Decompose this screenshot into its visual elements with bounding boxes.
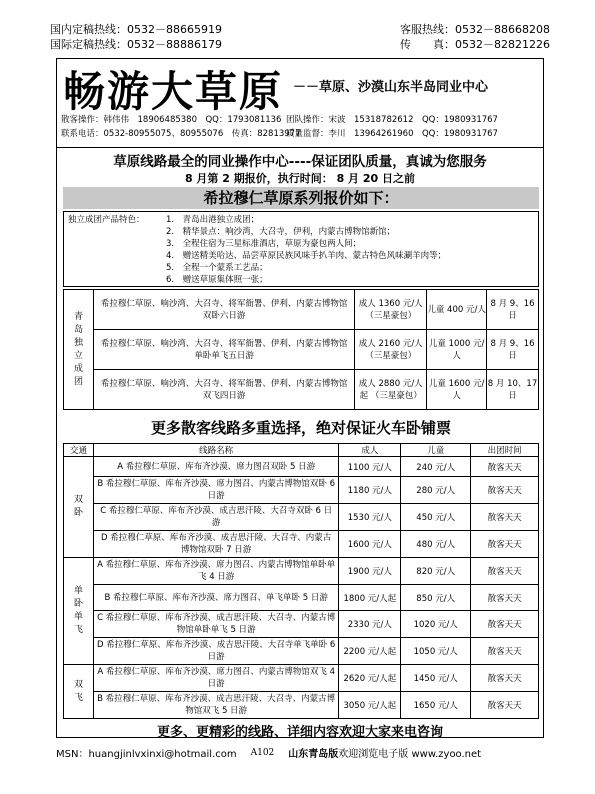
adult-price: 2620 元/人起 — [339, 665, 401, 692]
depart-date: 8 月 9、16 日 — [487, 330, 539, 370]
child-price: 820 元/人 — [401, 558, 471, 585]
child-price: 240 元/人 — [401, 457, 471, 477]
route-name: 希拉穆仁草原、响沙湾、大召寺、将军衙署、伊利、内蒙古博物馆双卧六日游 — [93, 290, 354, 330]
col-header: 成人 — [339, 444, 401, 457]
service-hotline: 客服热线：0532－88668208 — [400, 23, 550, 36]
table-row — [64, 558, 539, 585]
feature-item: 1. 青岛出港独立成团； — [166, 215, 260, 225]
depart-date: 8 月 10、17 日 — [487, 370, 539, 410]
table-row — [64, 504, 539, 531]
section1-banner: 希拉穆仁草原系列报价如下： — [63, 187, 539, 209]
transport-label: 双飞 — [64, 665, 94, 719]
child-price: 1450 元/人 — [401, 665, 471, 692]
depart-date: 散客天天 — [471, 504, 539, 531]
transport-label: 双卧 — [64, 457, 94, 558]
adult-price: 3050 元/人起 — [339, 692, 401, 719]
contact-row1-right: 团队操作：宋波 15318782612 QQ：1980931767 — [286, 115, 498, 125]
adult-price: 1100 元/人 — [339, 457, 401, 477]
route-name: B 希拉穆仁草原、库布齐沙漠、席力图召、内蒙古博物馆双卧 6 日游 — [93, 477, 338, 504]
adult-price: 2200 元/人起 — [339, 638, 401, 665]
depart-date: 散客天天 — [471, 692, 539, 719]
website-line[interactable]: 欢迎浏览电子版 www.zyoo.net — [338, 749, 482, 760]
paper-edition: 山东青岛版 — [288, 749, 339, 760]
route-name: A 希拉穆仁草原、库布齐沙漠、席力图召、内蒙古博物馆双飞 4 日游 — [93, 665, 338, 692]
divider — [57, 147, 543, 148]
brand-header — [63, 61, 488, 119]
table-row — [64, 585, 539, 611]
child-price: 280 元/人 — [401, 477, 471, 504]
table-row — [64, 638, 539, 665]
child-price: 450 元/人 — [401, 504, 471, 531]
depart-date: 散客天天 — [471, 558, 539, 585]
brand-subtitle: －－草原、沙漠山东半岛同业中心 — [293, 80, 489, 95]
route-name: C 希拉穆仁草原、库布齐沙漠、成吉思汗陵、大召寺双卧 6 日游 — [93, 504, 338, 531]
table-header-row — [64, 444, 539, 457]
contact-row2-right: 质量监督：李川 13964261960 QQ：1980931767 — [286, 129, 498, 139]
route-name: 希拉穆仁草原、响沙湾、大召寺、将军衙署、伊利、内蒙古博物馆单卧单飞五日游 — [93, 330, 354, 370]
table-row — [64, 330, 539, 370]
adult-price: 1900 元/人 — [339, 558, 401, 585]
quote-period: 8 月第 2 期报价，执行时间： 8 月 20 日之前 — [184, 172, 416, 185]
msn-contact[interactable]: MSN：huangjinlvxinxi@hotmail.com — [56, 749, 237, 760]
child-price: 儿童 1600 元/人 — [427, 370, 487, 410]
table-row — [64, 531, 539, 558]
ad-frame — [56, 58, 544, 738]
intl-hotline: 国际定稿热线：0532－88886179 — [50, 38, 222, 51]
page-number: A102 — [250, 747, 275, 758]
route-name: B 希拉穆仁草原、库布齐沙漠、席力图召、单飞单卧 5 日游 — [93, 585, 338, 611]
brand-title: 畅游大草原 — [63, 67, 284, 116]
depart-date: 散客天天 — [471, 585, 539, 611]
col-header: 线路名称 — [93, 444, 338, 457]
bottom-strip — [56, 745, 544, 760]
child-price: 1650 元/人 — [401, 692, 471, 719]
col-header: 交通 — [64, 444, 94, 457]
features-list — [166, 214, 446, 286]
table-row — [64, 611, 539, 638]
col-header: 出团时间 — [471, 444, 539, 457]
adult-price: 1180 元/人 — [339, 477, 401, 504]
feature-item: 3. 全程住宿为三星标准酒店，草原为豪包两人间； — [166, 239, 362, 249]
adult-price: 2330 元/人 — [339, 611, 401, 638]
depart-date: 散客天天 — [471, 457, 539, 477]
child-price: 480 元/人 — [401, 531, 471, 558]
route-name: C 希拉穆仁草原、库布齐沙漠、成吉思汗陵、大召寺、内蒙古博物馆单卧单飞 5 日游 — [93, 611, 338, 638]
depart-date: 8 月 9、16 日 — [487, 290, 539, 330]
table-row — [64, 665, 539, 692]
col-header: 儿童 — [401, 444, 471, 457]
table-row — [64, 457, 539, 477]
table-row — [64, 290, 539, 330]
features-label: 独立成团产品特色： — [68, 215, 145, 225]
adult-price: 成人 2880 元/人起 （三星豪包） — [355, 370, 427, 410]
depart-date: 散客天天 — [471, 477, 539, 504]
route-name: D 希拉穆仁草原、库布齐沙漠、成吉思汗陵、大召寺单飞单卧 6 日游 — [93, 638, 338, 665]
feature-item: 2. 精华景点：响沙湾，大召寺，伊利，内蒙古博物馆新馆； — [166, 227, 396, 237]
route-name: 希拉穆仁草原、响沙湾、大召寺、将军衙署、伊利、内蒙古博物馆双飞四日游 — [93, 370, 354, 410]
consult-line: 更多、更精彩的线路、详细内容欢迎大家来电咨询 — [156, 725, 443, 740]
adult-price: 1800 元/人起 — [339, 585, 401, 611]
group-features — [63, 211, 539, 287]
group-label: 青岛独立成团 — [64, 290, 94, 410]
route-name: A 希拉穆仁草原、库布齐沙漠、席力图召双卧 5 日游 — [93, 457, 338, 477]
table-row — [64, 370, 539, 410]
adult-price: 成人 2160 元/人 （三星豪包） — [355, 330, 427, 370]
route-name: B 希拉穆仁草原、库布齐沙漠、成吉思汗陵、大召寺、内蒙古博物馆双飞 5 日游 — [93, 692, 338, 719]
feature-item: 5. 全程一个蒙系工艺品； — [166, 263, 268, 273]
child-price: 850 元/人 — [401, 585, 471, 611]
depart-date: 散客天天 — [471, 665, 539, 692]
adult-price: 成人 1360 元/人 （三星豪包） — [355, 290, 427, 330]
transport-label: 单卧单飞 — [64, 558, 94, 665]
group-tour-table — [63, 289, 539, 410]
adult-price: 1600 元/人 — [339, 531, 401, 558]
table-row — [64, 477, 539, 504]
slogan: 草原线路最全的同业操作中心----保证团队质量，真诚为您服务 — [113, 154, 487, 170]
contact-block — [61, 113, 541, 141]
depart-date: 散客天天 — [471, 638, 539, 665]
child-price: 1050 元/人 — [401, 638, 471, 665]
feature-item: 6. 赠送草原集体照一张； — [166, 275, 268, 285]
child-price: 儿童 1000 元/人 — [427, 330, 487, 370]
contact-row2-left: 联系电话：0532-80955075、80955076 传真：82813977 — [61, 129, 301, 139]
fax-number: 传 真：0532－82821226 — [400, 38, 550, 51]
top-hotlines — [50, 22, 550, 52]
scatter-tour-table — [63, 443, 539, 719]
feature-item: 4. 赠送精美哈达、品尝草原民族风味手扒羊肉、蒙古特色风味涮羊肉等； — [166, 251, 447, 261]
adult-price: 1530 元/人 — [339, 504, 401, 531]
table-row — [64, 692, 539, 719]
child-price: 1020 元/人 — [401, 611, 471, 638]
section2-banner: 更多散客线路多重选择，绝对保证火车卧铺票 — [63, 417, 539, 439]
contact-row1-left: 散客操作：韩伟伟 18906485380 QQ：1793081136 — [61, 115, 282, 125]
depart-date: 散客天天 — [471, 611, 539, 638]
domestic-hotline: 国内定稿热线：0532－88665919 — [50, 23, 222, 36]
depart-date: 散客天天 — [471, 531, 539, 558]
child-price: 儿童 400 元/人 — [427, 290, 487, 330]
route-name: D 希拉穆仁草原、库布齐沙漠、成吉思汗陵、大召寺、内蒙古博物馆双卧 7 日游 — [93, 531, 338, 558]
route-name: A 希拉穆仁草原、库布齐沙漠、席力图召、内蒙古博物馆单卧单飞 4 日游 — [93, 558, 338, 585]
